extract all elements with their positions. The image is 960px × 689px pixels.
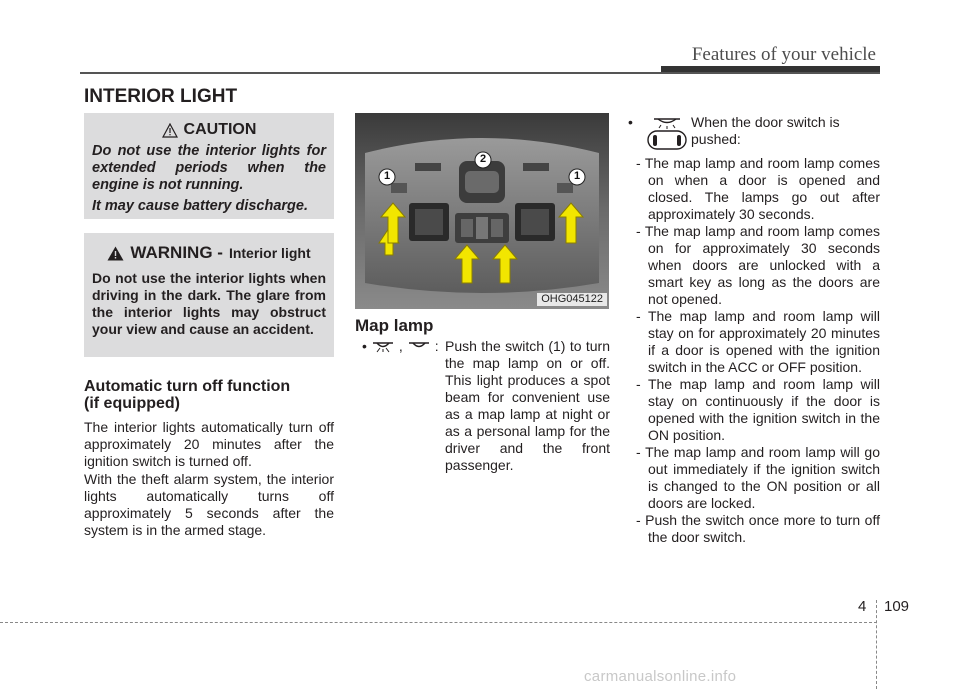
auto-off-heading-line: (if equipped) — [84, 395, 180, 412]
running-header: Features of your vehicle — [691, 44, 876, 65]
caution-heading — [92, 121, 326, 139]
list-item: - The map lamp and room lamp will stay on continuously if the door is opened with the ignition switch in the ON position. — [636, 376, 880, 443]
list-item: - The map lamp and room lamp will go out immediately if the ignition switch is changed to the ON position or all doors are locked. — [636, 444, 880, 511]
door-switch-list — [624, 155, 880, 546]
map-lamp-off-icon — [407, 340, 431, 353]
warning-heading — [92, 243, 326, 263]
footer-divider — [876, 600, 877, 689]
callout-2: 2 — [479, 153, 487, 165]
auto-off-paragraph: With the theft alarm system, the interior lights automatically turns off approximately 5 seconds after the system is in the armed stage. — [84, 471, 334, 538]
list-item: - The map lamp and room lamp comes on for approximately 30 seconds when doors are unlocked with a smart key as long as the doors are not opened. — [636, 223, 880, 307]
chapter-number: 4 — [858, 598, 867, 615]
overhead-console-illustration — [355, 113, 609, 309]
warning-sublabel: Interior light — [228, 245, 311, 261]
door-switch-section — [624, 113, 880, 546]
page-number: 109 — [884, 598, 910, 615]
list-item: - The map lamp and room lamp comes on when a door is opened and closed. The lamps go out after approximately 30 seconds. — [636, 155, 880, 222]
map-lamp-icon — [371, 340, 395, 353]
caution-line: It may cause battery discharge. — [92, 198, 308, 214]
callout-1-left: 1 — [383, 170, 391, 182]
section-title: INTERIOR LIGHT — [84, 86, 238, 107]
list-item: - The map lamp and room lamp will stay on for approximately 20 minutes if a door is opened with the ignition switch in the ACC or OFF position. — [636, 308, 880, 375]
warning-box — [84, 233, 334, 357]
door-switch-intro-text: When the door switch is pushed: — [691, 114, 840, 147]
overhead-console-photo — [355, 113, 609, 309]
header-rule — [80, 72, 880, 74]
warning-triangle-outline-icon — [162, 123, 178, 138]
caution-label: CAUTION — [183, 121, 257, 138]
map-lamp-heading: Map lamp — [355, 316, 434, 335]
callout-1-right: 1 — [573, 170, 581, 182]
warning-label: WARNING - — [130, 243, 223, 262]
door-lamp-icon — [644, 115, 690, 151]
auto-off-heading — [84, 378, 290, 412]
map-lamp-text: Push the switch (1) to turn the map lamp on or off. This light produces a spot beam for convenient use as a map lamp at night or as a personal lamp for the driver and the front passenger. — [445, 338, 610, 473]
figure-code: OHG045122 — [537, 293, 607, 306]
caution-line: Do not use the interior lights for extended periods when the engine is not running. — [92, 143, 326, 193]
bullet: • — [628, 114, 633, 130]
map-lamp-prefix: • , : — [362, 338, 439, 354]
door-switch-intro — [624, 113, 880, 153]
caution-box — [84, 113, 334, 219]
warning-triangle-filled-icon — [107, 246, 124, 261]
auto-off-heading-line: Automatic turn off function — [84, 378, 291, 395]
list-item: - Push the switch once more to turn off the door switch. — [636, 512, 880, 545]
warning-text: Do not use the interior lights when driving in the dark. The glare from the interior lights may obstruct your view and cause an accident. — [92, 270, 326, 337]
footer-rule — [0, 622, 877, 623]
auto-off-paragraph: The interior lights automatically turn off approximately 20 minutes after the ignition switch is turned off. — [84, 419, 334, 469]
watermark: carmanualsonline.info — [584, 668, 737, 685]
caution-text — [92, 143, 326, 215]
bullet: • — [362, 338, 367, 354]
